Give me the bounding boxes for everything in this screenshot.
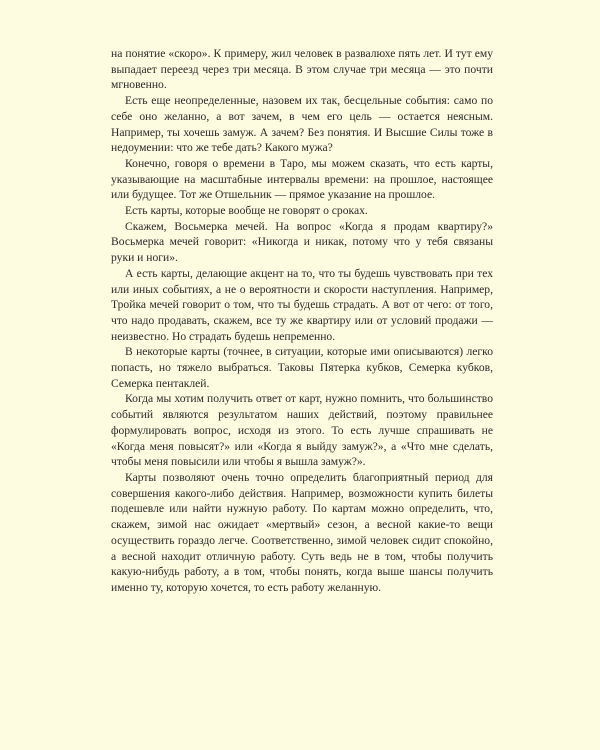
paragraph-8: Когда мы хотим получить ответ от карт, нужно помнить, что большинство событий являются результатом наших действий, поэтому правильнее формулировать вопрос, исходя из этого. То есть лучше спрашивать не «Когда меня повысят?» или «Когда я выйду замуж?», а «Что мне сделать, чтобы меня повысили или чтобы я вышла замуж?». <box>111 392 493 469</box>
paragraph-4: Есть карты, которые вообще не говорят о сроках. <box>125 204 368 218</box>
paragraph-3: Конечно, говоря о времени в Таро, мы можем сказать, что есть карты, указывающие на масштабные интервалы времени: на прошлое, настоящее или будущее. Тот же Отшельник — прямое указание на прошлое. <box>111 156 493 202</box>
book-page-text <box>111 46 493 706</box>
paragraph-6: А есть карты, делающие акцент на то, что ты будешь чувствовать при тех или иных событиях, а не о вероятности и скорости наступления. Например, Тройка мечей говорит о том, что ты будешь страдать. А вот от чего: от того, что надо продавать, скажем, все ту же квартиру или от условий продажи — неизвестно. Но страдать будешь непременно. <box>111 266 493 343</box>
paragraph-7: В некоторые карты (точнее, в ситуации, которые ими описываются) легко попасть, но тяжело выбраться. Таковы Пятерка кубков, Семерка кубков, Семерка пентаклей. <box>111 345 493 390</box>
paragraph-2: Есть еще неопределенные, назовем их так, бесцельные события: само по себе оно желанно, а вот зачем, в чем его цель — остается неясным. Например, ты хочешь замуж. А зачем? Без понятия. И Высшие Силы тоже в недоумении: что же тебе дать? Какого мужа? <box>111 94 493 155</box>
paragraph-9: Карты позволяют очень точно определить благоприятный период для совершения какого-либо действия. Например, возможности купить билеты подешевле или найти нужную работу. По картам можно определить, что, скажем, зимой нас ожидает «мертвый» сезон, а весной какие-то вещи осуществить гораздо легче. Соответственно, зимой человек сидит спокойно, а весной находит отличную работу. Суть ведь не в том, чтобы получить какую-нибудь работу, а в том, чтобы понять, когда выше шансы получить именно ту, которую хочется, то есть работу желанную. <box>111 470 493 594</box>
paragraph-5: Скажем, Восьмерка мечей. На вопрос «Когда я продам квартиру?» Восьмерка мечей говорит: «Никогда и никак, потому что у тебя связаны руки и ноги». <box>111 219 493 265</box>
paragraph-1: на понятие «скоро». К примеру, жил человек в развалюхе пять лет. И тут ему выпадает переезд через три месяца. В этом случае три месяца — это почти мгновенно. <box>111 47 493 92</box>
